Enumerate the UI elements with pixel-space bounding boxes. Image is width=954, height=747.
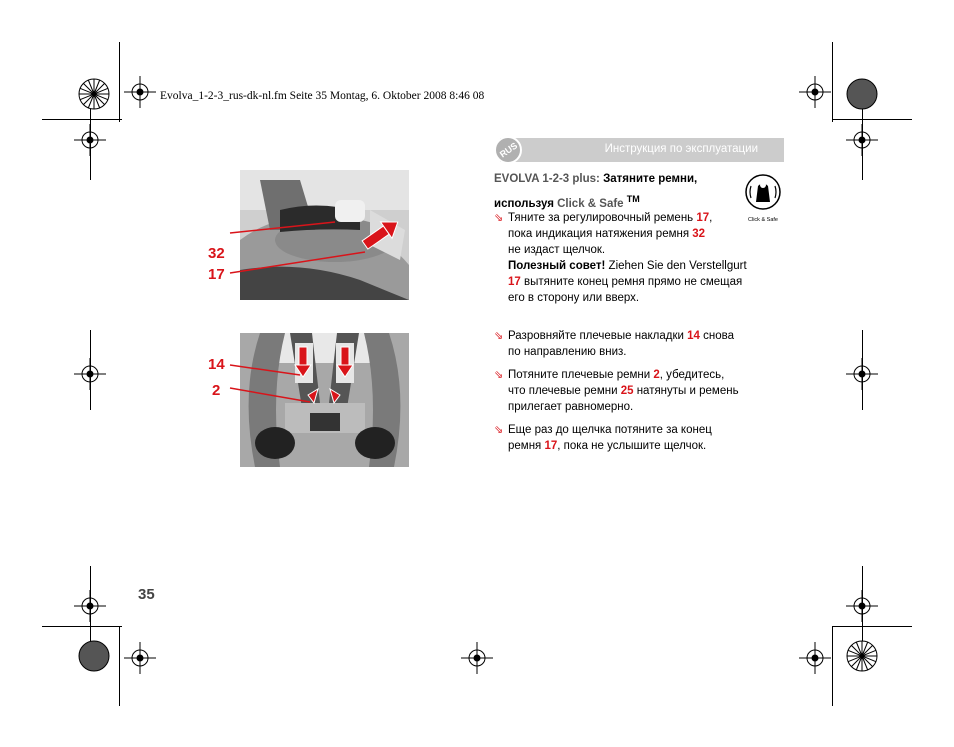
arrow-bullet-icon: ⇘ xyxy=(494,330,504,342)
arrow-bullet-icon: ⇘ xyxy=(494,369,504,381)
file-info-line: Evolva_1-2-3_rus-dk-nl.fm Seite 35 Montag, 6. Oktober 2008 8:46 08 xyxy=(160,90,485,102)
step-3: ⇘ Потяните плечевые ремни 2, убедитесь, что плечевые ремни 25 натянуты и ремень прилегает равномерно. xyxy=(494,369,739,413)
figure2-leaders xyxy=(225,360,345,410)
click-safe-label: Click & Safe xyxy=(748,217,778,223)
callout-32: 32 xyxy=(208,245,225,262)
arrow-bullet-icon: ⇘ xyxy=(494,212,504,224)
figure1-leaders xyxy=(225,220,375,280)
callout-2: 2 xyxy=(212,382,221,399)
language-badge: RUS xyxy=(494,136,522,164)
step-4: ⇘ Еще раз до щелчка потяните за конец ремня 17, пока не услышите щелчок. xyxy=(494,424,712,452)
arrow-bullet-icon: ⇘ xyxy=(494,424,504,436)
section-bar xyxy=(500,138,784,162)
step-1: ⇘ Тяните за регулировочный ремень 17, пока индикация натяжения ремня 32 не издаст щелчок. Полезный совет! Ziehen Sie den Verstellgurt 17 вытяните конец ремня прямо не смещая его в сторону или вверх. xyxy=(494,212,747,304)
step-2: ⇘ Разровняйте плечевые накладки 14 снова по направлению вниз. xyxy=(494,330,735,358)
instruction-heading: EVOLVA 1-2-3 plus: Затяните ремни, используя Click & Safe ™ xyxy=(494,173,698,210)
callout-17: 17 xyxy=(208,266,225,283)
callout-14: 14 xyxy=(208,356,225,373)
page-number: 35 xyxy=(138,586,155,603)
section-title: Инструкция по эксплуатации xyxy=(604,143,758,155)
